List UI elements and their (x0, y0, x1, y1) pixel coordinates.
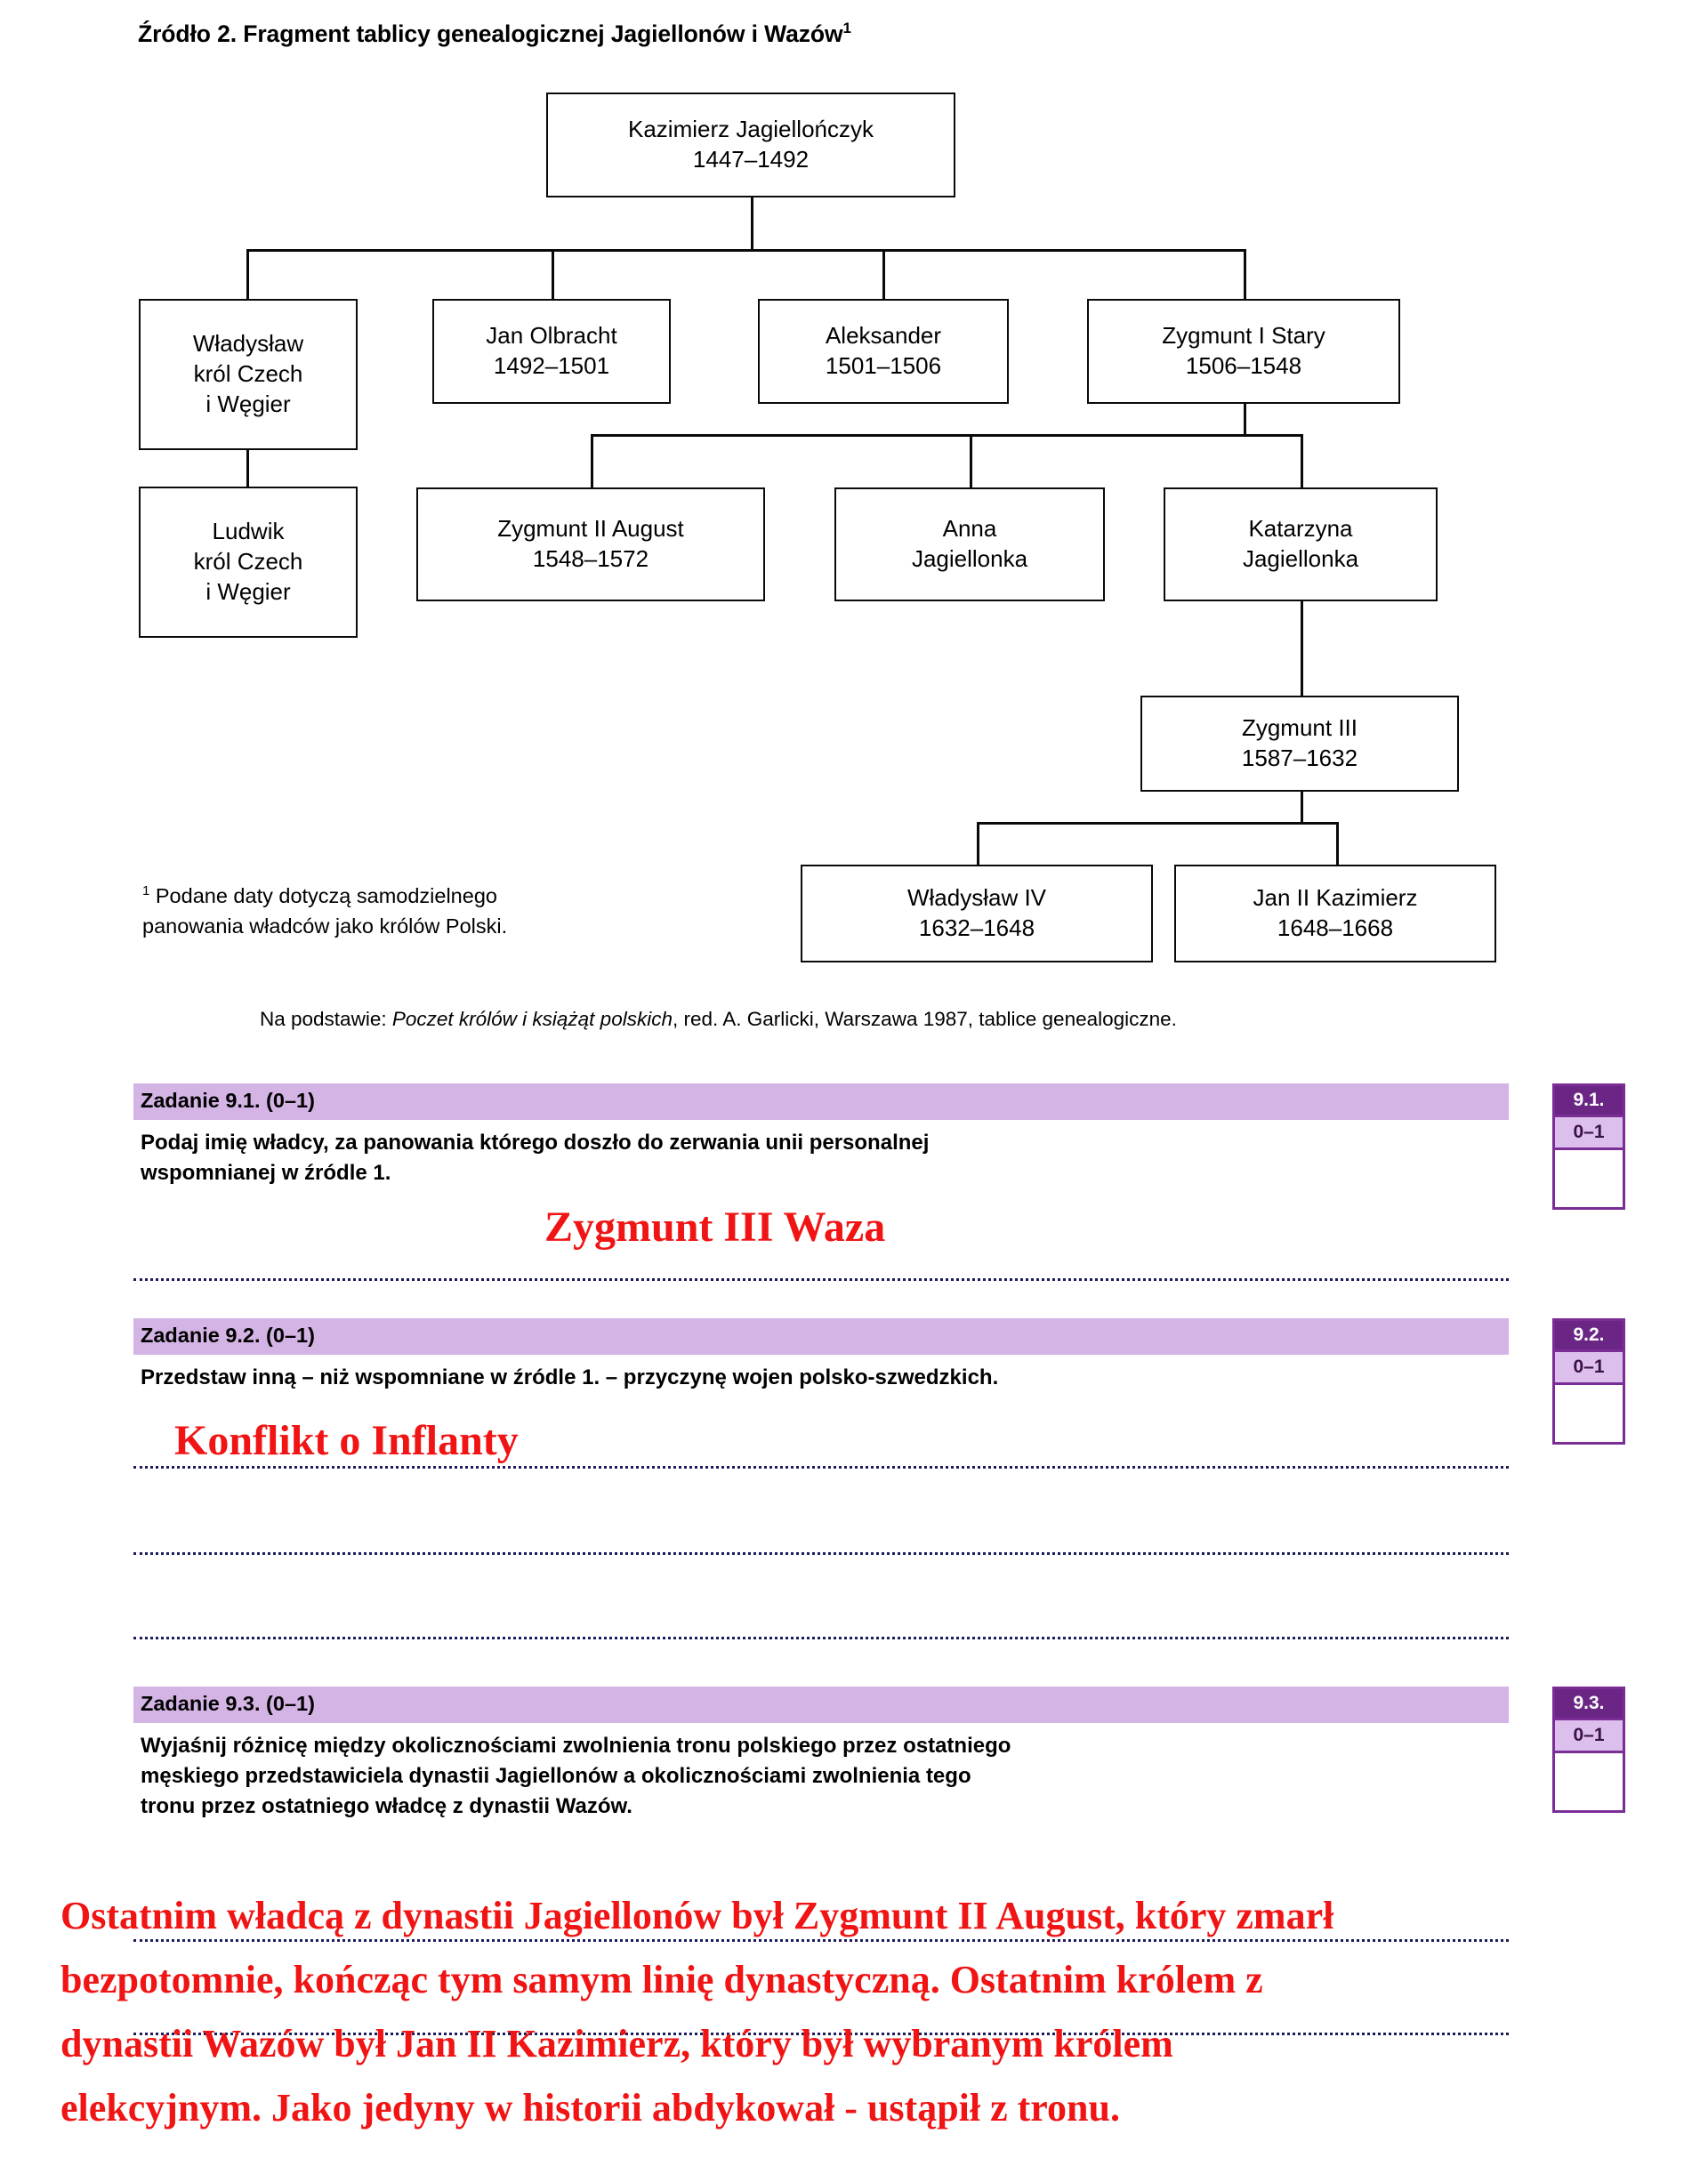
source-attribution (260, 1008, 1177, 1031)
attribution-prefix: Na podstawie: (260, 1008, 392, 1030)
tree-node-name: Jan II Kazimierz (1253, 884, 1418, 912)
tree-node-line2: Jagiellonka (911, 545, 1028, 572)
tree-node-ludwik (139, 487, 358, 638)
tree-node-line2: Jagiellonka (1242, 545, 1359, 572)
answer-rule-9-1 (133, 1278, 1509, 1281)
task-9-2-header: Zadanie 9.2. (0–1) (133, 1318, 1509, 1355)
score-box-9-1-input[interactable] (1555, 1150, 1623, 1207)
attribution-suffix: , red. A. Garlicki, Warszawa 1987, tablice genealogiczne. (672, 1008, 1177, 1030)
tree-node-dates: 1447–1492 (692, 146, 810, 173)
tree-node-dates: 1632–1648 (918, 914, 1035, 941)
score-box-9-1-range: 0–1 (1555, 1115, 1623, 1150)
task-9-1-prompt (133, 1120, 1509, 1188)
connector-wladyslaw-up (246, 249, 249, 299)
tree-node-zygmunt-i-stary (1087, 299, 1400, 404)
attribution-title: Poczet królów i książąt polskich (391, 1008, 673, 1030)
tree-node-name: Zygmunt III (1241, 714, 1358, 742)
task-9-2 (133, 1318, 1509, 1393)
tree-node-name: Jan Olbracht (486, 322, 617, 350)
tree-node-line3: i Węgier (205, 390, 291, 417)
task-9-3-prompt-line-2: męskiego przedstawiciela dynastii Jagiellonów a okolicznościami zwolnienia tego (141, 1763, 971, 1788)
task-9-1-header: Zadanie 9.1. (0–1) (133, 1083, 1509, 1120)
task-9-2-prompt (133, 1355, 1509, 1393)
answer-rule-9-3-a (133, 1939, 1509, 1942)
tree-node-line2: król Czech (193, 360, 303, 388)
source-footnote (142, 881, 712, 941)
handwritten-answer-9-3-line-1: Ostatnim władcą z dynastii Jagiellonów był Zygmunt II August, który zmarł (60, 1894, 1334, 1937)
task-9-1-prompt-line-2: wspomnianej w źródle 1. (141, 1160, 391, 1185)
tree-node-name: Zygmunt II August (497, 515, 684, 543)
answer-rule-9-2-b (133, 1552, 1509, 1555)
tree-node-name: Kazimierz Jagiellończyk (628, 116, 874, 143)
tree-node-name: Katarzyna (1248, 515, 1353, 543)
connector-zygmunt2-up (591, 434, 593, 487)
task-9-1 (133, 1083, 1509, 1188)
connector-wladyslaw4-up (977, 822, 979, 865)
connector-aleksander-up (882, 249, 885, 299)
source-heading-text: Źródło 2. Fragment tablicy genealogicznej Jagiellonów i Wazów (138, 20, 843, 47)
task-9-3-prompt-line-3: tronu przez ostatniego władcę z dynastii Wazów. (141, 1794, 632, 1818)
tree-node-dates: 1548–1572 (532, 545, 649, 572)
connector-gen3-bus (591, 434, 1302, 437)
connector-katarzyna-zygmunt3 (1301, 601, 1303, 696)
tree-node-dates: 1648–1668 (1277, 914, 1394, 941)
answer-rule-9-2-c (133, 1637, 1509, 1639)
connector-gen2-bus (246, 249, 1245, 252)
connector-wladyslaw-ludwik (246, 449, 249, 487)
connector-jan2-up (1336, 822, 1339, 865)
tree-node-jan-olbracht (432, 299, 671, 404)
tree-node-anna-jagiellonka (834, 487, 1105, 601)
tree-node-wladyslaw-iv (801, 865, 1153, 962)
score-box-9-3-range: 0–1 (1555, 1718, 1623, 1753)
tree-node-line2: król Czech (193, 548, 303, 576)
tree-node-zygmunt-ii-august (416, 487, 765, 601)
connector-katarzyna-up (1301, 434, 1303, 487)
handwritten-answer-9-3-line-4: elekcyjnym. Jako jedyny w historii abdykował - ustąpił z tronu. (60, 2086, 1120, 2130)
tree-node-name: Władysław (192, 330, 304, 358)
handwritten-answer-9-2: Konflikt o Inflanty (174, 1417, 519, 1464)
tree-node-katarzyna-jagiellonka (1164, 487, 1438, 601)
tree-node-dates: 1492–1501 (493, 352, 610, 379)
tree-node-jan-ii-kazimierz (1174, 865, 1496, 962)
task-9-3-prompt (133, 1723, 1509, 1822)
tree-node-kazimierz (546, 93, 955, 197)
score-box-9-1-number: 9.1. (1555, 1086, 1623, 1115)
handwritten-answer-9-1: Zygmunt III Waza (544, 1204, 886, 1251)
footnote-line-1: Podane daty dotyczą samodzielnego (155, 884, 497, 907)
tree-node-name: Aleksander (825, 322, 942, 350)
tree-node-name: Ludwik (212, 518, 285, 545)
connector-zygmunt1-down (1244, 402, 1246, 436)
connector-gen5-bus (977, 822, 1338, 825)
tree-node-wladyslaw (139, 299, 358, 450)
footnote-line-2: panowania władców jako królów Polski. (142, 914, 508, 938)
score-box-9-2 (1552, 1318, 1625, 1445)
footnote-marker: 1 (142, 883, 150, 899)
connector-zygmunt3-down (1301, 792, 1303, 824)
tree-node-aleksander (758, 299, 1009, 404)
score-box-9-2-number: 9.2. (1555, 1321, 1623, 1349)
task-9-3-prompt-line-1: Wyjaśnij różnicę między okolicznościami zwolnienia tronu polskiego przez ostatniego (141, 1733, 1011, 1758)
task-9-3-header: Zadanie 9.3. (0–1) (133, 1687, 1509, 1723)
tree-node-name: Zygmunt I Stary (1162, 322, 1325, 350)
connector-anna-up (970, 434, 972, 487)
handwritten-answer-9-3-line-3: dynastii Wazów był Jan II Kazimierz, który był wybranym królem (60, 2022, 1173, 2065)
answer-rule-9-2-a (133, 1466, 1509, 1469)
tree-node-zygmunt-iii (1140, 696, 1459, 792)
score-box-9-3-number: 9.3. (1555, 1689, 1623, 1718)
connector-zygmunt1-up (1244, 249, 1246, 299)
score-box-9-2-range: 0–1 (1555, 1349, 1623, 1385)
source-heading-footnote-marker: 1 (842, 20, 851, 36)
tree-node-dates: 1506–1548 (1185, 352, 1302, 379)
score-box-9-1 (1552, 1083, 1625, 1210)
tree-node-dates: 1587–1632 (1241, 745, 1358, 771)
task-9-3 (133, 1687, 1509, 1822)
score-box-9-3 (1552, 1687, 1625, 1813)
score-box-9-2-input[interactable] (1555, 1385, 1623, 1442)
connector-jan-up (552, 249, 554, 299)
score-box-9-3-input[interactable] (1555, 1753, 1623, 1810)
connector-kazimierz-down (751, 197, 753, 251)
handwritten-answer-9-3-line-2: bezpotomnie, kończąc tym samym linię dynastyczną. Ostatnim królem z (60, 1958, 1263, 2001)
tree-node-line3: i Węgier (205, 577, 291, 605)
task-9-1-prompt-line-1: Podaj imię władcy, za panowania którego doszło do zerwania unii personalnej (141, 1130, 930, 1155)
tree-node-name: Anna (942, 515, 997, 543)
tree-node-name: Władysław IV (906, 884, 1047, 912)
task-9-2-prompt-line-1: Przedstaw inną – niż wspomniane w źródle 1. – przyczynę wojen polsko-szwedzkich. (141, 1365, 999, 1389)
tree-node-dates: 1501–1506 (825, 352, 942, 379)
